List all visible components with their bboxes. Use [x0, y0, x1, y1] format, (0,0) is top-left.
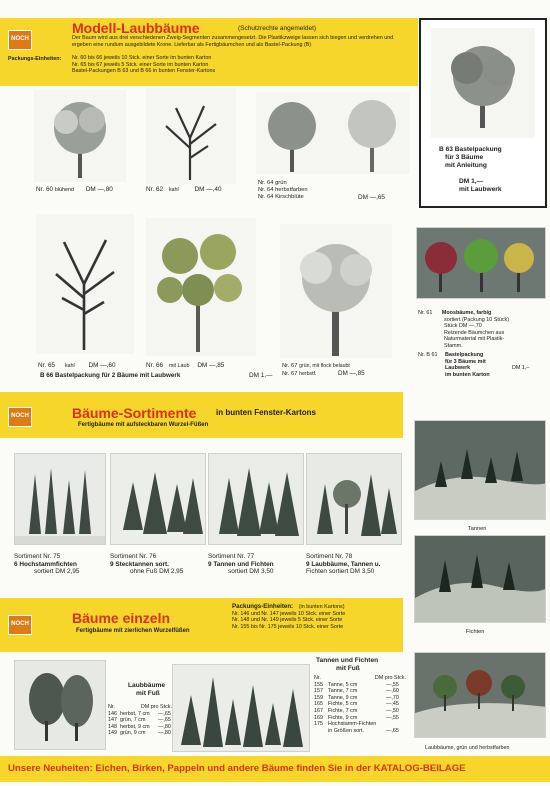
sortiment-price: ohne Fuß DM 2,95 [130, 568, 184, 576]
tree-photo-62 [146, 88, 236, 184]
table-row [314, 708, 406, 715]
moos-title: Moosbäume, farbig [441, 310, 492, 316]
item-nr: Nr. 66 [146, 362, 164, 369]
laub-table-head: Nr. [108, 704, 115, 710]
packing-line: Bastel-Packungen B 63 und B 66 in bunten Fenster-Kartons [72, 68, 216, 75]
sortimente-subtitle: Fertigbäume mit aufsteckbaren Wurzel-Füßen [78, 422, 209, 428]
row-desc: Fichte, 5 cm [328, 701, 358, 708]
b63-price-sub: mit Laubwerk [459, 186, 502, 193]
sortiment-caption-76 [110, 553, 183, 576]
moos-nr: Nr. 61 [418, 310, 433, 316]
sortiment-nr: Sortiment Nr. 78 [306, 553, 353, 560]
caption-60 [36, 186, 113, 195]
row-price: —,50 [386, 707, 399, 714]
tree-photo-66 [146, 218, 256, 356]
sortiment-photo-77 [208, 453, 304, 545]
row-price: —,60 [386, 688, 399, 695]
item-price: DM —,40 [194, 186, 222, 193]
row-nr: 169 [314, 714, 323, 721]
row-nr: 148 [108, 723, 117, 730]
sortiment-desc: 9 Laubbäume, Tannen u. [306, 560, 381, 568]
sortiment-nr: Sortiment Nr. 75 [14, 553, 61, 560]
label-tannen: Tannen [468, 526, 487, 532]
footer-highlight: KATALOG-BEILAGE [373, 763, 466, 774]
item-nr: Nr. 62 [146, 186, 164, 193]
einzeln-packing-suffix: (in bunten Kartons) [298, 604, 345, 610]
table-row [108, 724, 172, 731]
landscape-photo-tannen [414, 420, 546, 520]
item-price: DM —,60 [88, 362, 116, 369]
sortiment-price: Fichten sortiert DM 3,50 [306, 568, 375, 576]
sortimente-title: Bäume-Sortimente [72, 405, 197, 421]
sortiment-photo-76 [110, 453, 206, 545]
tannen-table-title [316, 657, 378, 673]
table-row [314, 721, 406, 728]
moos-photo [416, 227, 546, 299]
row-nr: 157 [314, 688, 323, 695]
header-band [0, 18, 418, 86]
header-subtitle: (Schutzrechte angemeldet) [238, 25, 317, 32]
packing-lines [72, 55, 215, 75]
item-nr: Nr. 67 [282, 363, 298, 369]
table-row [314, 728, 406, 735]
tannen-table-title2: mit Fuß [336, 665, 360, 672]
einzeln-subtitle: Fertigbäume mit zierlichen Wurzelfüßen [76, 628, 190, 634]
row-desc: in Größen sort. [328, 727, 364, 734]
item-desc: grün, mit flock belaubt [299, 363, 350, 369]
laub-table-title [128, 682, 165, 698]
row-price: —,80 [158, 723, 171, 730]
table-row [108, 730, 172, 737]
sortiment-desc: 9 Tannen und Fichten [208, 560, 274, 568]
sortiment-caption-77 [208, 553, 274, 576]
moos-line: Reizende Bäumchen aus [444, 329, 505, 336]
laub-single-photo [14, 660, 106, 750]
item-desc: kahl [168, 187, 179, 193]
table-row [314, 682, 406, 689]
row-desc: Tanne, 9 cm [328, 694, 358, 701]
table-row [314, 695, 406, 702]
einzeln-packing-label: Packungs-Einheiten: [232, 603, 294, 610]
sortiment-photo-78 [306, 453, 402, 545]
table-row [314, 701, 406, 708]
table-row [108, 717, 172, 724]
row-desc: herbst, 7 cm [120, 710, 150, 717]
item-price: DM —,80 [85, 186, 113, 193]
row-nr: 159 [314, 694, 323, 701]
sortiment-desc: 6 Hochstammfichten [14, 560, 77, 568]
b63-box [419, 18, 547, 208]
einzeln-packing-line: Nr. 146 und Nr. 147 jeweils 10 Stck. einer Sorte [232, 610, 346, 617]
b61-price: DM 1,– [512, 365, 530, 371]
einzeln-packing-line: Nr. 155 bis Nr. 175 jeweils 10 Stck. einer Sorte [232, 623, 344, 630]
landscape-photo-fichten [414, 535, 546, 623]
tannen-single-photo [172, 664, 310, 752]
row-desc: Tanne, 5 cm [328, 681, 358, 688]
item-desc: mit Laub [168, 363, 190, 369]
sortimente-title-suffix: in bunten Fenster-Kartons [216, 408, 317, 417]
b63-photo [431, 28, 535, 138]
packing-line: Nr. 65 bis 67 jeweils 5 Stck. einer Sorte im bunten Karton [72, 61, 209, 68]
tannen-table-head: DM pro Stck. [374, 675, 406, 681]
logo-text: NOCH [11, 36, 29, 42]
item-nr: Nr. 67 [282, 371, 298, 377]
row-desc: grün, 9 cm [120, 730, 146, 737]
laub-table-title2: mit Fuß [136, 690, 160, 697]
row-nr: 175 [314, 721, 323, 728]
label-laub: Laubbäume, grün und herbstfarben [425, 745, 510, 751]
caption-66 [146, 362, 224, 371]
moos-line: Stamm. [444, 342, 463, 349]
laub-table-title1: Laubbäume [128, 682, 166, 689]
b63-line: für 3 Bäume [445, 154, 484, 161]
row-price: —,80 [158, 730, 171, 737]
tree-photo-67 [280, 224, 392, 358]
price-64: DM —,65 [358, 194, 385, 201]
row-nr: 167 [314, 707, 323, 714]
sortiment-nr: Sortiment Nr. 77 [208, 553, 255, 560]
landscape-photo-laub [414, 652, 546, 738]
packing-label: Packungs-Einheiten: [8, 56, 62, 62]
einzeln-packing-line: Nr. 148 und Nr. 149 jeweils 5 Stck. einer Sorte [232, 617, 343, 624]
header-intro: Der Baum wird aus drei verschiedenen Zweig-Segmenten zusammengesetzt. Die Plastikzweige lassen sich biegen und verdrehen und ergeben eine rundum ausgebildete Krone. Lieferbar als Fertigbäumchen und als Bastel-Packung (B) [72, 35, 394, 48]
item-line: Nr. 64 grün [258, 180, 287, 186]
b61-line: im bunten Karton [445, 371, 490, 378]
noch-logo [8, 407, 32, 427]
row-nr: 147 [108, 717, 117, 724]
sortiment-price: sortiert DM 2,95 [34, 568, 80, 576]
einzeln-title: Bäume einzeln [72, 610, 171, 626]
caption-b66: B 66 Bastelpackung für 2 Bäume mit Laubwerk [40, 372, 181, 379]
row-desc: herbst, 9 cm [120, 723, 150, 730]
tree-photo-60 [34, 90, 126, 182]
noch-logo [8, 30, 32, 50]
noch-logo [8, 615, 32, 635]
item-desc: blühend [54, 187, 75, 193]
b61-line: Laubwerk [445, 365, 471, 372]
row-price: —,70 [386, 694, 399, 701]
moos-line: Stück DM —,70 [444, 323, 482, 330]
b61-nr: Nr. B 61 [418, 352, 438, 358]
b61-text [418, 352, 490, 378]
item-line: Nr. 64 herbstfarben [258, 187, 308, 193]
row-nr: 149 [108, 730, 117, 737]
tannen-table-title1: Tannen und Fichten [316, 657, 379, 664]
item-nr: Nr. 65 [38, 362, 56, 369]
logo-text: NOCH [11, 413, 29, 419]
packing-line: Nr. 60 bis 66 jeweils 10 Stck. einer Sorte im bunten Karton [72, 55, 212, 61]
item-desc: herbstf. [299, 371, 317, 377]
b63-title: B 63 Bastelpackung [439, 146, 502, 153]
row-nr: 146 [108, 710, 117, 717]
row-price: —,65 [158, 717, 171, 724]
tree-photo-64 [256, 92, 410, 174]
row-nr: 155 [314, 681, 323, 688]
b63-price: DM 1,— [459, 178, 484, 185]
row-nr [314, 728, 328, 735]
footer-text [8, 763, 466, 774]
moos-line: Naturmaterial mit Plastik- [444, 336, 505, 343]
item-price: DM —,85 [197, 362, 225, 369]
item-nr: Nr. 60 [36, 186, 54, 193]
b61-line: Bastelpackung [445, 352, 484, 358]
caption-67 [282, 362, 365, 378]
sortiment-caption-78 [306, 553, 380, 576]
table-row [108, 711, 172, 718]
row-price: —,65 [386, 727, 399, 734]
item-desc: kahl [64, 363, 75, 369]
b63-line: mit Anleitung [445, 162, 487, 169]
footer-text-main: Unsere Neuheiten: Eichen, Birken, Pappeln und andere Bäume finden Sie in der [8, 763, 374, 774]
sortimente-band [0, 392, 403, 438]
item-price: DM —,85 [338, 370, 365, 377]
table-row [314, 715, 406, 722]
sortiment-photo-75 [14, 453, 106, 545]
table-row [314, 688, 406, 695]
caption-64 [258, 180, 308, 201]
einzeln-packing [232, 604, 345, 630]
row-desc: grün, 7 cm [120, 717, 146, 724]
tree-photo-65 [36, 214, 134, 354]
sortiment-price: sortiert DM 3,50 [228, 568, 274, 576]
price-b66: DM 1,— [249, 372, 273, 379]
sortiment-desc: 9 Stecktannen sort. [110, 560, 169, 568]
laub-table-head: DM pro Stck. [140, 704, 172, 710]
row-price: —,55 [386, 714, 399, 721]
label-fichten: Fichten [466, 629, 485, 635]
laub-table [108, 704, 172, 737]
b61-line: für 3 Bäume mit [445, 358, 486, 365]
row-desc: Hochstamm-Fichten [328, 721, 377, 728]
sortiment-caption-75 [14, 553, 79, 576]
row-desc: Fichte, 7 cm [328, 707, 358, 714]
sortiment-nr: Sortiment Nr. 76 [110, 553, 157, 560]
caption-62 [146, 186, 222, 195]
row-desc: Tanne, 7 cm [328, 688, 358, 695]
caption-65 [38, 362, 116, 371]
row-price: —,45 [386, 701, 399, 708]
row-price: —,55 [386, 681, 399, 688]
row-desc: Fichte, 9 cm [328, 714, 358, 721]
tannen-table [314, 675, 406, 734]
logo-text: NOCH [11, 621, 29, 627]
moos-line: sortiert (Packung 10 Stück) [444, 316, 510, 323]
moos-text [418, 310, 509, 350]
row-nr: 165 [314, 701, 323, 708]
tannen-table-head: Nr. [314, 675, 321, 681]
row-price: —,65 [158, 710, 171, 717]
header-title: Modell-Laubbäume [72, 20, 200, 36]
item-line: Nr. 64 Kirschblüte [258, 194, 304, 200]
